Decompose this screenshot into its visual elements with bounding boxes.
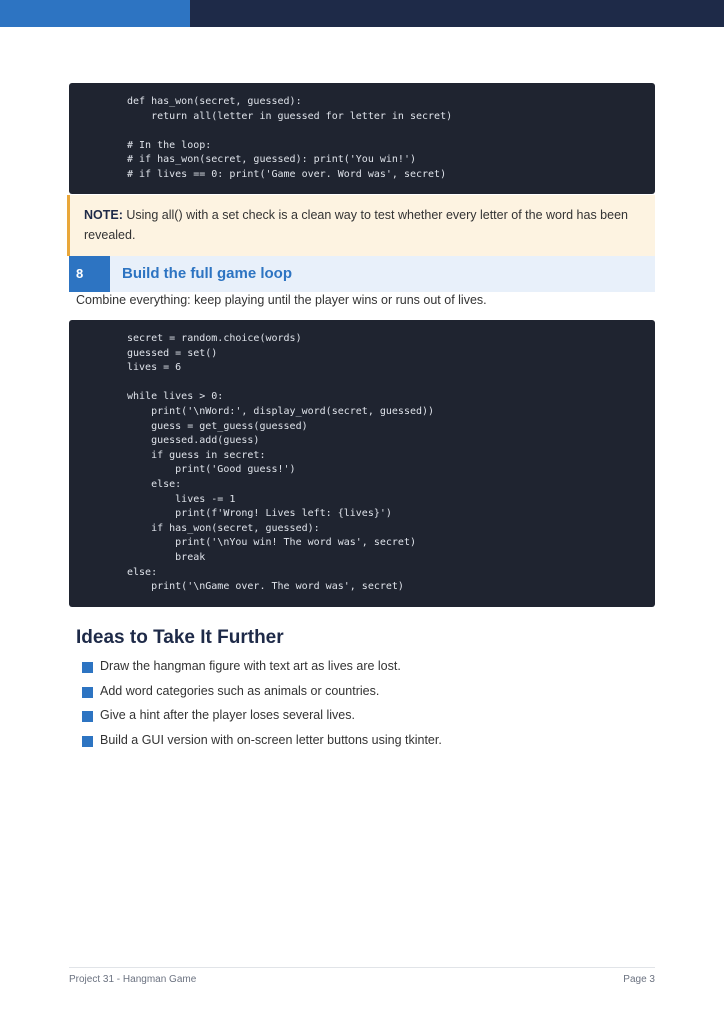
square-bullet-icon [82,736,93,747]
list-item-text: Give a hint after the player loses several lives. [100,708,355,723]
footer-divider [69,967,655,968]
code-line: guessed.add(guess) [127,435,260,447]
code-line: guess = get_guess(guessed) [127,420,308,432]
header-accent [0,0,190,27]
note-text: Using all() with a set check is a clean way to test whether every letter of the word has been revealed. [84,208,628,242]
header-bar [0,0,724,27]
code-line: else: [127,478,182,490]
code-line: def has_won(secret, guessed): [127,96,302,107]
footer-project-label: Project 31 - Hangman Game [69,974,197,985]
square-bullet-icon [82,662,93,673]
footer-page-number: Page 3 [623,974,655,985]
note-callout [67,195,655,256]
code-line: print(f'Wrong! Lives left: {lives}') [127,508,392,520]
code-line [127,124,655,139]
list-item-text: Build a GUI version with on-screen letter buttons using tkinter. [100,733,442,748]
code-line: # if lives == 0: print('Game over. Word was', secret) [127,168,447,180]
code-line: return all(letter in guessed for letter in secret) [127,110,453,122]
code-line: break [127,551,206,563]
code-line: print('\nGame over. The word was', secret) [127,581,404,593]
code-line: print('\nWord:', display_word(secret, guessed)) [127,405,435,417]
list-item-text: Draw the hangman figure with text art as lives are lost. [100,659,401,673]
code-line: lives = 6 [127,362,182,374]
note-label: NOTE: [84,208,123,222]
code-line: else: [127,566,158,578]
code-line: guessed = set() [127,347,218,359]
code-line: # if has_won(secret, guessed): print('You win!') [127,154,416,166]
square-bullet-icon [82,711,93,722]
list-item-text: Add word categories such as animals or countries. [100,683,380,698]
step-description: Combine everything: keep playing until the player wins or runs out of lives. [76,293,487,307]
step-header [69,256,655,292]
square-bullet-icon [82,687,93,698]
code-line: print('\nYou win! The word was', secret) [127,537,416,549]
code-line: while lives > 0: [127,391,224,403]
code-block-has-won [69,83,655,194]
code-line: lives -= 1 [127,493,236,505]
step-number: 8 [69,256,110,292]
code-line: if guess in secret: [127,449,266,461]
step-title: Build the full game loop [122,265,292,282]
code-block-game-loop [69,320,655,607]
code-line [127,376,655,391]
code-line: if has_won(secret, guessed): [127,522,320,534]
code-line: secret = random.choice(words) [127,333,302,344]
ideas-heading: Ideas to Take It Further [76,627,284,648]
code-line: print('Good guess!') [127,464,296,476]
code-line: # In the loop: [127,139,212,151]
